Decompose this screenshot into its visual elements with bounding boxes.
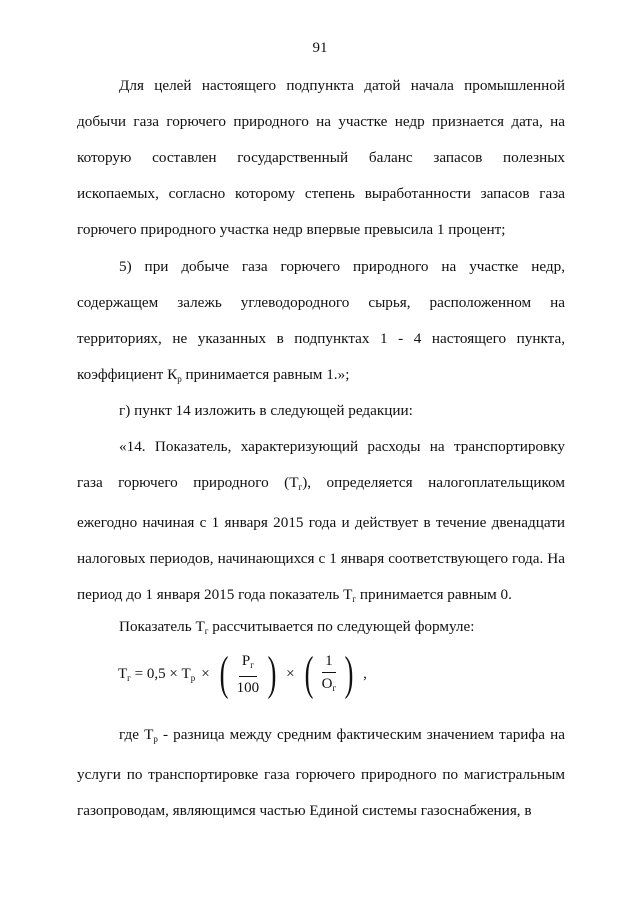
formula-lhs: $Т_г = 0,5 \times Т_р$: [118, 665, 196, 683]
paragraph-item-14: «14. Показатель, характеризующий расходы на транспортировку газа горючего природного $(Т_г)$, определяется налогоплательщиком ежегодно начиная с 1 января 2015 года и действует в течение двенадцати налоговых периодов, начинающихся с 1 января соответствующего года. На период до 1 января 2015 года показатель $Т_г$ принимается равным 0.: [77, 438, 565, 604]
paragraph-item-5: [77, 249, 565, 397]
kp-line: коэффициент $К_р$ принимается равным 1.»;: [77, 366, 350, 384]
paragraph-item-g: [77, 393, 565, 429]
symbol-tr: $Т_р$: [144, 726, 158, 744]
formula-times: ×: [286, 665, 295, 682]
formula-comma: ,: [363, 665, 367, 682]
paragraph-text: 5) при добыче газа горючего природного на участке недр, содержащем залежь углеводородного сырья, расположенном на территориях, не указанных в подпунктах 1 - 4 настоящего пункта,: [77, 258, 565, 347]
formula-tg: [118, 647, 367, 700]
formula-fraction-og: ( $\frac{1}{О_г}$ ): [304, 647, 354, 700]
formula-fraction-pg: ( $\frac{Р_г}{100}$ ): [219, 647, 277, 700]
paragraph-formula-intro: Показатель $Т_г$ рассчитывается по следующей формуле:: [119, 618, 475, 636]
formula-times: ×: [201, 665, 210, 682]
symbol-tg: $Т_г$: [289, 474, 303, 492]
symbol-tg: $Т_г$: [343, 586, 357, 604]
paragraph-text: Для целей настоящего подпункта датой начала промышленной добычи газа горючего природного на участке недр признается дата, на которую составлен государственный баланс запасов полезных ископаемых, согласно которому степень выработанности запасов газа горючего природного участка недр впервые превысила 1 процент;: [77, 77, 565, 238]
symbol-tg: $Т_г$: [195, 618, 209, 636]
paragraph-text: г) пункт 14 изложить в следующей редакции:: [119, 402, 413, 419]
paragraph-start-date: [77, 68, 565, 248]
paragraph-tr-definition: где $Т_р$ - разница между средним фактическим значением тарифа на услуги по транспортировке газа горючего природного по магистральным газопроводам, являющимся частью Единой системы газоснабжения, в: [77, 726, 565, 819]
page-number: 91: [312, 40, 328, 56]
